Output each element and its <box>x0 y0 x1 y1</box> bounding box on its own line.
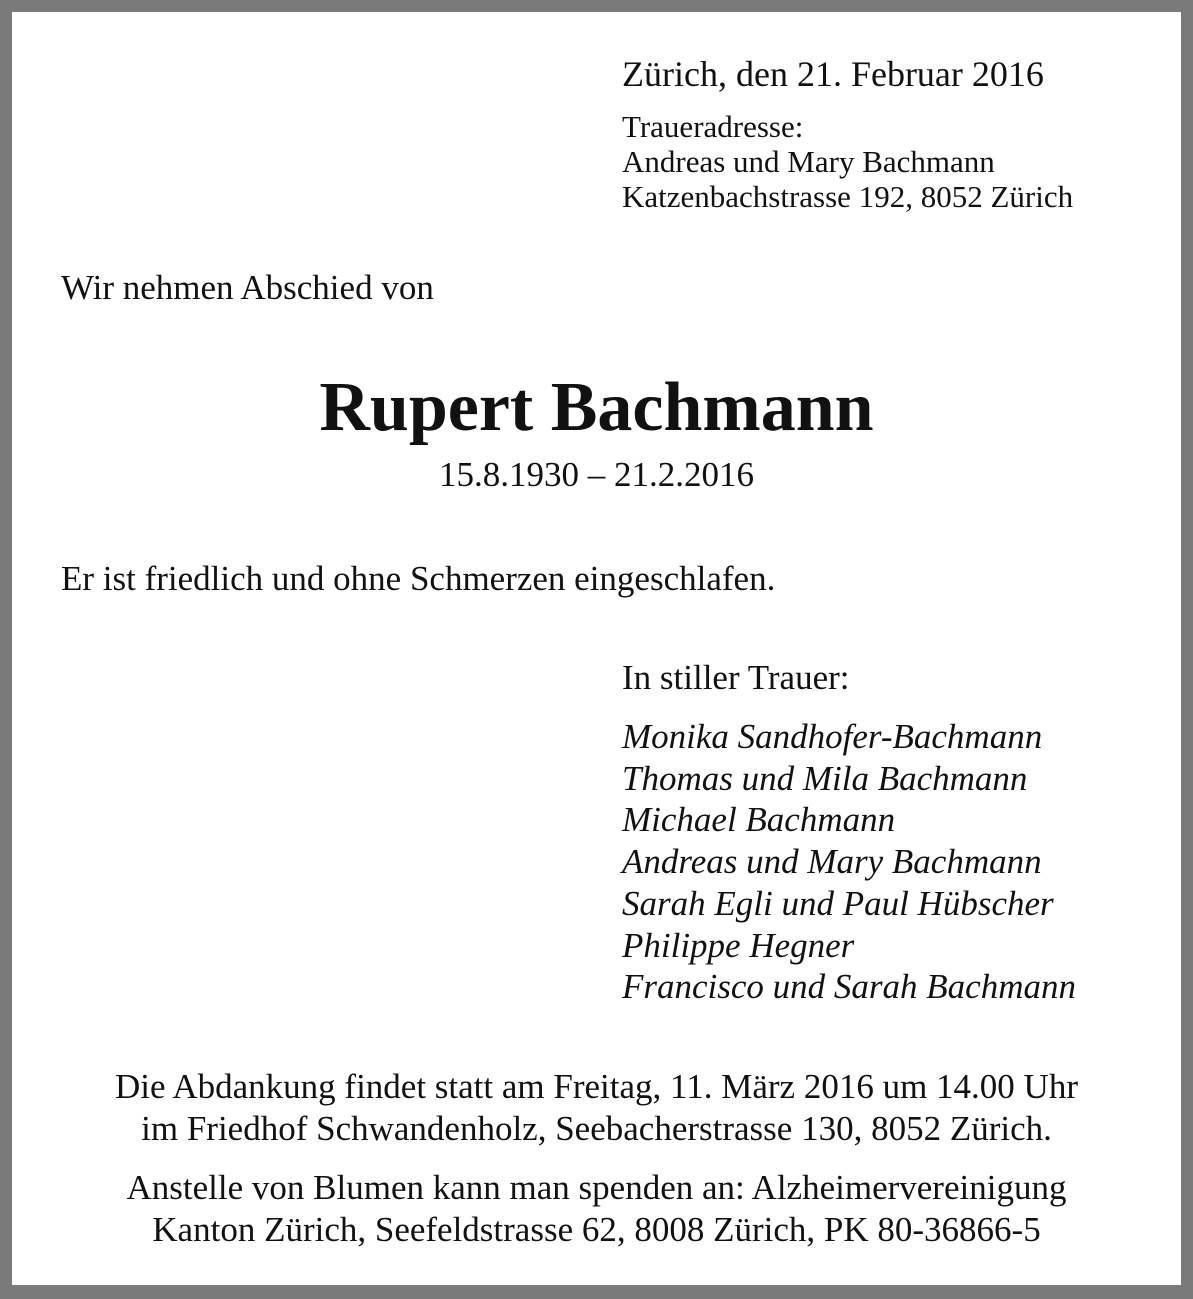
deceased-name: Rupert Bachmann <box>319 369 874 446</box>
date-line: Zürich, den 21. Februar 2016 <box>622 54 1044 94</box>
mourners-list <box>622 716 1076 1008</box>
mourner-name: Francisco und Sarah Bachmann <box>622 967 1076 1007</box>
mourning-label: In stiller Trauer: <box>622 658 850 697</box>
donation-info <box>12 1167 1181 1251</box>
address-label: Traueradresse: <box>622 109 804 144</box>
donation-line: Kanton Zürich, Seefeldstrasse 62, 8008 Zürich, PK 80-36866-5 <box>152 1210 1041 1249</box>
farewell-sentence: Er ist friedlich und ohne Schmerzen eingeschlafen. <box>61 559 776 598</box>
lifespan-dates: 15.8.1930 – 21.2.2016 <box>439 455 754 494</box>
ceremony-info <box>12 1066 1181 1150</box>
intro-text: Wir nehmen Abschied von <box>61 268 434 307</box>
mourner-name: Sarah Egli und Paul Hübscher <box>622 883 1054 923</box>
mourning-address <box>622 109 1073 214</box>
ceremony-line: im Friedhof Schwandenholz, Seebacherstrasse 130, 8052 Zürich. <box>141 1109 1052 1148</box>
mourner-name: Monika Sandhofer-Bachmann <box>622 717 1043 756</box>
mourner-name: Andreas und Mary Bachmann <box>622 842 1042 882</box>
address-street: Katzenbachstrasse 192, 8052 Zürich <box>622 179 1074 214</box>
donation-line: Anstelle von Blumen kann man spenden an: Alzheimervereinigung <box>126 1168 1067 1207</box>
obituary-notice <box>12 12 1181 1285</box>
mourner-name: Philippe Hegner <box>622 925 855 965</box>
ceremony-line: Die Abdankung findet statt am Freitag, 11. März 2016 um 14.00 Uhr <box>115 1067 1078 1106</box>
mourner-name: Thomas und Mila Bachmann <box>622 758 1028 798</box>
address-names: Andreas und Mary Bachmann <box>622 144 995 179</box>
mourner-name: Michael Bachmann <box>622 800 896 840</box>
